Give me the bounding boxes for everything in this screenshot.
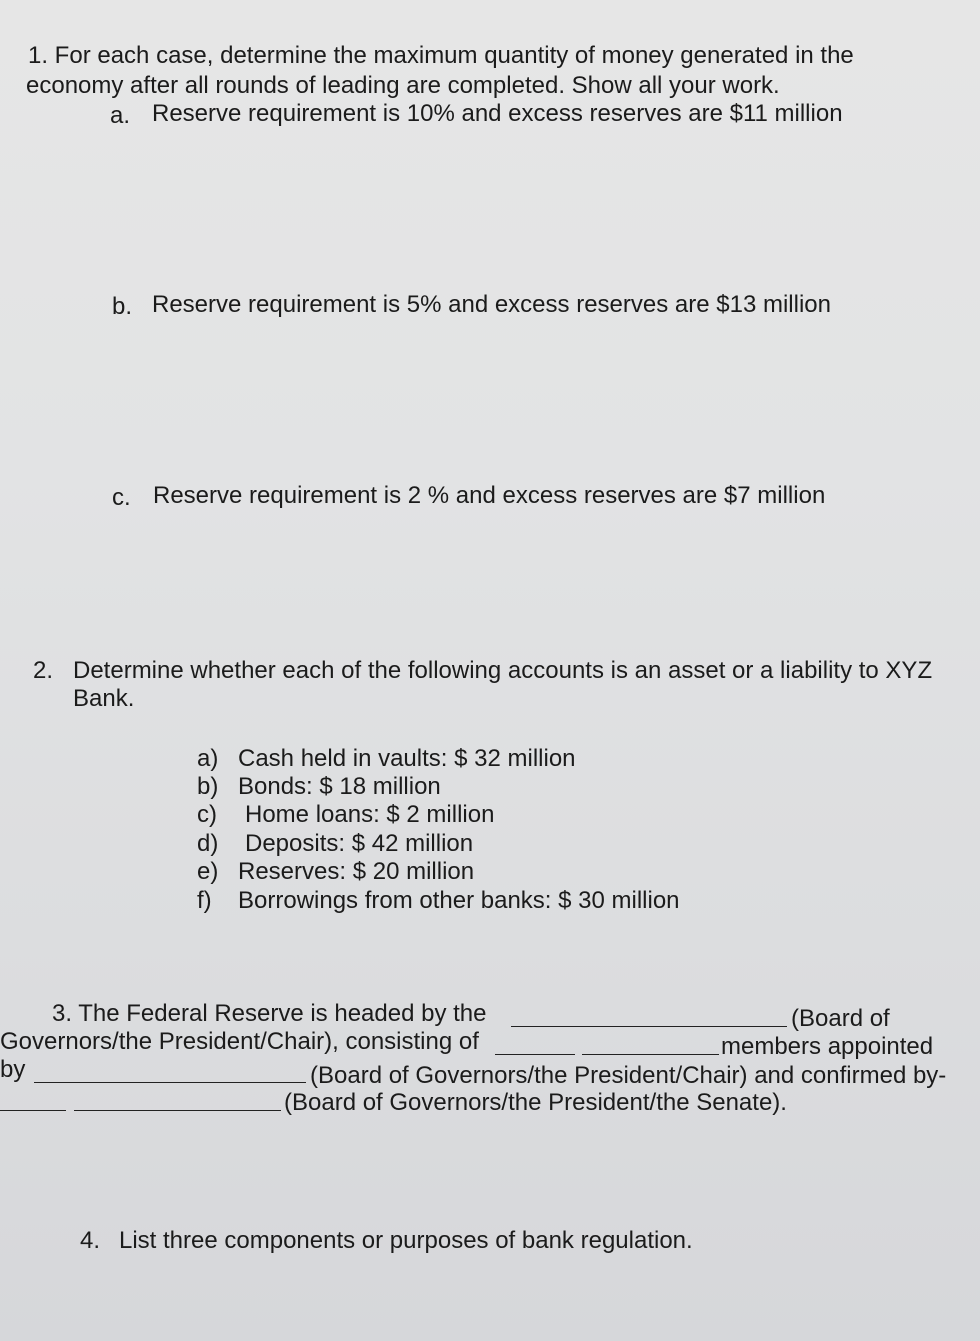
q1c-marker: c. xyxy=(112,484,131,511)
q2-item-marker: f) xyxy=(197,887,212,914)
q2-number: 2. xyxy=(33,657,54,684)
q2-item-text: Reserves: $ 20 million xyxy=(238,858,475,885)
q3-blank-confirmed-a xyxy=(0,1110,66,1111)
q3-part3: Governors/the President/Chair), consisting of xyxy=(0,1028,479,1055)
q2-item-marker: a) xyxy=(197,745,219,772)
q2-line1: Determine whether each of the following accounts is an asset or a liability to XYZ xyxy=(73,657,933,684)
q2-line2: Bank. xyxy=(73,685,135,712)
q1-line2: economy after all rounds of leading are completed. Show all your work. xyxy=(26,72,780,99)
q2-item-text: Bonds: $ 18 million xyxy=(238,773,441,800)
q2-item-marker: d) xyxy=(197,830,219,857)
q3-blank-head xyxy=(511,1026,787,1027)
q2-item-marker: b) xyxy=(197,773,219,800)
q1b-text: Reserve requirement is 5% and excess reserves are $13 million xyxy=(152,291,831,318)
q1a-marker: a. xyxy=(110,102,131,129)
q3-part2: (Board of xyxy=(791,1005,890,1032)
q3-blank-appointed xyxy=(34,1082,306,1083)
q3-part1: 3. The Federal Reserve is headed by the xyxy=(52,1000,487,1027)
q1a-text: Reserve requirement is 10% and excess reserves are $11 million xyxy=(152,100,843,127)
q3-blank-count-a xyxy=(495,1054,575,1055)
q3-part7: (Board of Governors/the President/the Senate). xyxy=(284,1089,787,1116)
q2-item-text: Cash held in vaults: $ 32 million xyxy=(238,745,576,772)
q2-item-text: Home loans: $ 2 million xyxy=(245,801,495,828)
q1b-marker: b. xyxy=(112,293,133,320)
q3-blank-count-b xyxy=(582,1054,719,1055)
q3-blank-confirmed-b xyxy=(74,1110,281,1111)
q4-text: List three components or purposes of bank regulation. xyxy=(119,1227,693,1254)
q3-part6: (Board of Governors/the President/Chair) and confirmed by- xyxy=(310,1062,947,1089)
q2-item-text: Deposits: $ 42 million xyxy=(245,830,474,857)
q3-part4: members appointed xyxy=(721,1033,934,1060)
q4-number: 4. xyxy=(80,1227,101,1254)
q2-item-text: Borrowings from other banks: $ 30 million xyxy=(238,887,680,914)
q3-part5: by xyxy=(0,1056,26,1083)
q1c-text: Reserve requirement is 2 % and excess reserves are $7 million xyxy=(153,482,826,509)
q1-line1: 1. For each case, determine the maximum quantity of money generated in the xyxy=(28,42,854,69)
q2-item-marker: c) xyxy=(197,801,217,828)
q2-item-marker: e) xyxy=(197,858,219,885)
